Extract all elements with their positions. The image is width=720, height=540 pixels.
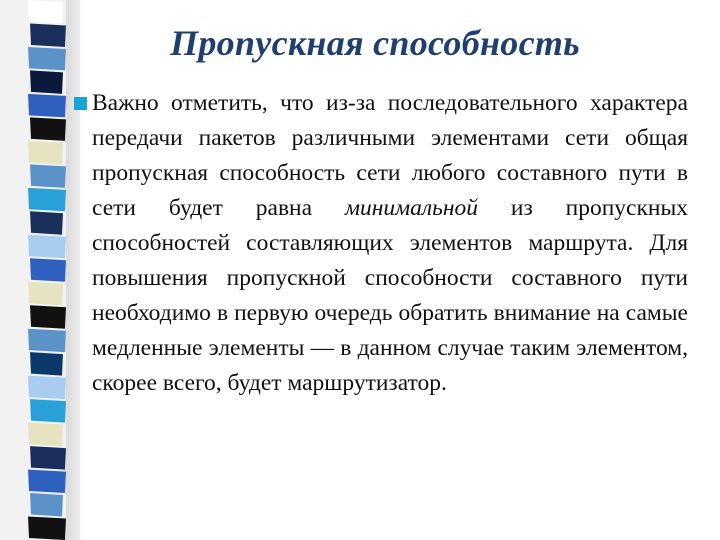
stripe-segment bbox=[28, 517, 66, 540]
band-shadow bbox=[66, 0, 84, 540]
paragraph-emphasis: минимальной bbox=[344, 195, 478, 221]
stripe-segment bbox=[28, 0, 63, 23]
stripe-segment bbox=[28, 141, 63, 164]
stripe-segment bbox=[28, 470, 66, 493]
slide-title: Пропускная способность bbox=[170, 23, 580, 63]
stripe-segment bbox=[30, 352, 63, 375]
stripe-segment bbox=[30, 211, 63, 234]
stripe-segment bbox=[30, 258, 66, 281]
stripe-segment bbox=[28, 376, 66, 399]
stripe-segment bbox=[28, 94, 66, 117]
stripe-segment bbox=[28, 188, 66, 211]
stripe-segment bbox=[28, 329, 66, 352]
body-paragraph bbox=[92, 86, 688, 401]
paragraph-text-part-2: из пропускных способностей составляющих элементов маршрута. Для повышения пропускной способности составного пути необходимо в первую очередь обратить внимание на самые медленные элементы — в данном случае таким элементом, скорее всего, будет маршрутизатор. bbox=[92, 195, 689, 396]
stripe-segment bbox=[30, 23, 66, 46]
stripe-segment bbox=[28, 47, 66, 70]
stripe-segment bbox=[30, 446, 66, 469]
stripe-segment bbox=[28, 423, 63, 446]
paragraph-text-part-1: Важно отметить, что из-за последовательного характера передачи пакетов различными элементами сети общая пропускная способность сети любого составного пути в сети будет равна bbox=[92, 90, 688, 221]
stripe-segment bbox=[30, 493, 63, 516]
stripe-segment bbox=[30, 305, 66, 328]
stripe-segment bbox=[30, 117, 66, 140]
stripe-segment bbox=[30, 70, 63, 93]
stripe-segment bbox=[30, 399, 66, 422]
stripe-segment bbox=[28, 235, 66, 258]
stripe-segment bbox=[28, 282, 63, 305]
stripe-segment bbox=[30, 164, 66, 187]
bullet-square-icon bbox=[74, 97, 87, 110]
